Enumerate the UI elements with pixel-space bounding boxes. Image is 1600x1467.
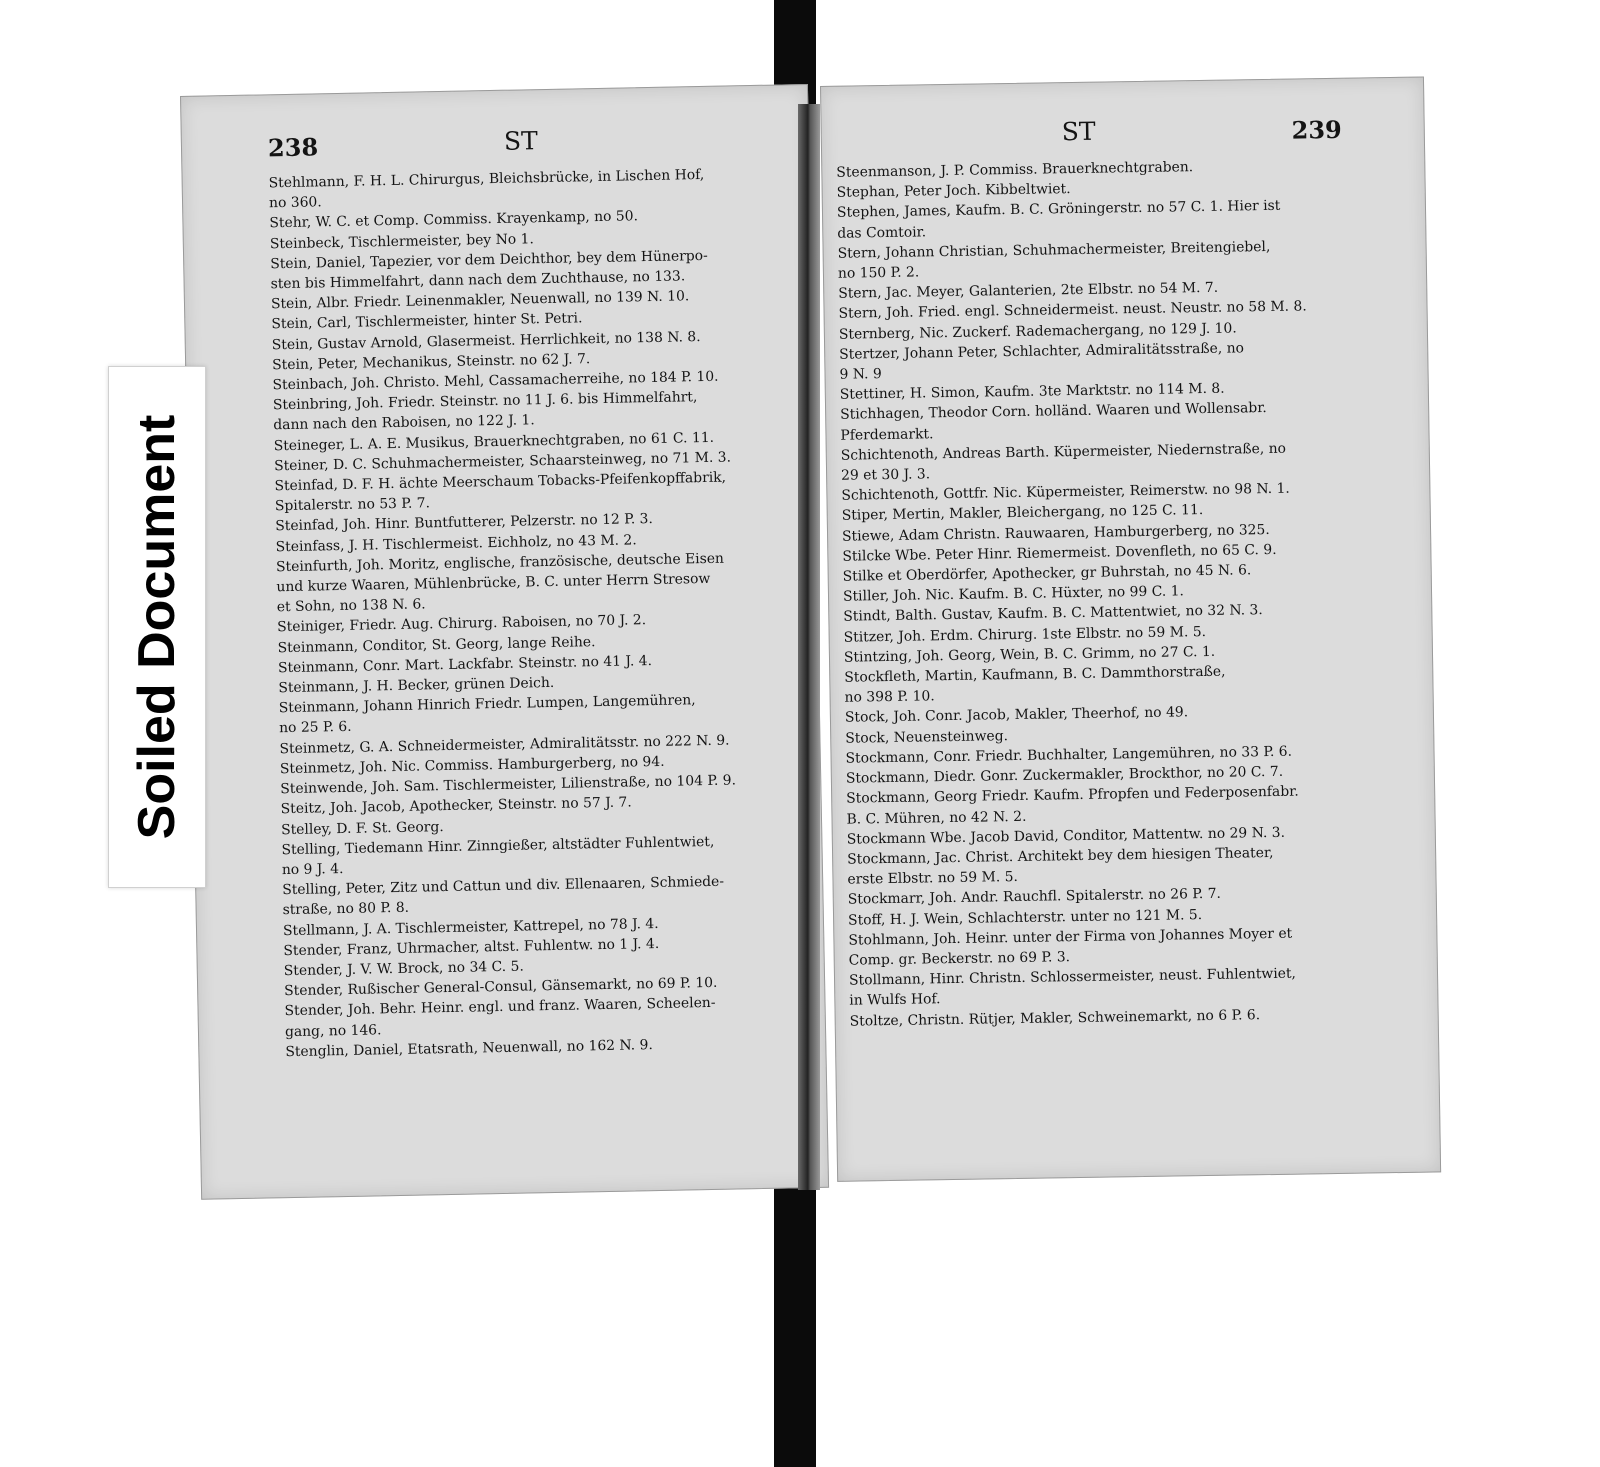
directory-entry-line: Stephen, James, Kaufm. B. C. Gröningerstr. no 57 C. 1. Hier ist xyxy=(836,198,1281,222)
directory-entry-line: 29 et 30 J. 3. xyxy=(840,466,931,484)
directory-entry-line: in Wulfs Hof. xyxy=(849,991,941,1009)
directory-entry-line: no 398 P. 10. xyxy=(844,688,935,706)
directory-entry-line: Stern, Joh. Fried. engl. Schneidermeist. neust. Neustr. no 58 M. 8. xyxy=(838,298,1307,323)
directory-entry-line: Spitalerstr. no 53 P. 7. xyxy=(274,495,431,515)
directory-entry-line: erste Elbstr. no 59 M. 5. xyxy=(847,869,1019,888)
directory-entry-line: Steinmann, Conditor, St. Georg, lange Reihe. xyxy=(277,633,596,656)
directory-entry-line: Stindt, Balth. Gustav, Kaufm. B. C. Mattentwiet, no 32 N. 3. xyxy=(843,602,1263,626)
directory-entry-line: Steinbach, Joh. Christo. Mehl, Cassamacherreihe, no 184 P. 10. xyxy=(272,368,719,394)
directory-entry-line: Sternberg, Nic. Zuckerf. Rademachergang, no 129 J. 10. xyxy=(838,320,1237,343)
directory-entry-line: straße, no 80 P. 8. xyxy=(282,900,410,919)
directory-entry-line: Pferdemarkt. xyxy=(840,425,934,444)
directory-entry-line: Stockmann, Jac. Christ. Architekt bey dem hiesigen Theater, xyxy=(847,844,1274,868)
left-page xyxy=(180,84,829,1200)
right-directory-entries xyxy=(836,155,1356,1032)
directory-entry-line: Stein, Carl, Tischlermeister, hinter St. Petri. xyxy=(271,310,583,333)
directory-entry-line: Steinfass, J. H. Tischlermeist. Eichholz, no 43 M. 2. xyxy=(275,531,637,555)
directory-entry-line: Steinmetz, G. A. Schneidermeister, Admiralitätsstr. no 222 N. 9. xyxy=(279,732,730,757)
directory-entry-line: Stender, J. V. W. Brock, no 34 C. 5. xyxy=(283,958,524,980)
directory-entry-line: Steinwende, Joh. Sam. Tischlermeister, Lilienstraße, no 104 P. 9. xyxy=(280,772,737,798)
directory-entry-line: B. C. Mühren, no 42 N. 2. xyxy=(846,808,1027,828)
directory-entry-line: Stiller, Joh. Nic. Kaufm. B. C. Hüxter, no 99 C. 1. xyxy=(842,583,1185,605)
stamp-label: Soiled Document xyxy=(128,414,186,840)
directory-entry-line: 9 N. 9 xyxy=(839,366,882,383)
directory-entry-line: Stein, Daniel, Tapezier, vor dem Deichthor, bey dem Hünerpo- xyxy=(270,247,708,273)
directory-entry-line: Stern, Johann Christian, Schuhmachermeister, Breitengiebel, xyxy=(837,238,1271,262)
soiled-document-stamp xyxy=(108,366,206,888)
directory-entry-line: Steinfad, Joh. Hinr. Buntfutterer, Pelzerstr. no 12 P. 3. xyxy=(275,511,653,535)
directory-entry-line: Comp. gr. Beckerstr. no 69 P. 3. xyxy=(848,949,1071,969)
directory-entry-line: Steinmann, Conr. Mart. Lackfabr. Steinstr. no 41 J. 4. xyxy=(277,652,653,677)
book-gutter xyxy=(798,104,820,1190)
directory-entry-line: Stohlmann, Joh. Heinr. unter der Firma von Johannes Moyer et xyxy=(848,925,1293,949)
directory-entry-line: Steinfad, D. F. H. ächte Meerschaum Tobacks-Pfeifenkopffabrik, xyxy=(274,469,727,495)
directory-entry-line: no 25 P. 6. xyxy=(279,719,352,737)
directory-entry-line: Stehlmann, F. H. L. Chirurgus, Bleichsbrücke, in Lischen Hof, xyxy=(268,166,705,192)
directory-entry-line: Stelley, D. F. St. Georg. xyxy=(280,818,444,838)
directory-entry-line: Stein, Gustav Arnold, Glasermeist. Herrlichkeit, no 138 N. 8. xyxy=(271,328,701,353)
directory-entry-line: das Comtoir. xyxy=(837,223,927,242)
directory-entry-line: Stellmann, J. A. Tischlermeister, Kattrepel, no 78 J. 4. xyxy=(282,915,659,939)
directory-entry-line: Steenmanson, J. P. Commiss. Brauerknechtgraben. xyxy=(836,159,1194,181)
directory-entry-line: Stockmann Wbe. Jacob David, Conditor, Mattentw. no 29 N. 3. xyxy=(846,824,1286,848)
directory-entry-line: Steineger, L. A. E. Musikus, Brauerknechtgraben, no 61 C. 11. xyxy=(273,429,715,454)
left-running-head: ST xyxy=(503,126,539,156)
right-page-header xyxy=(836,113,1343,163)
directory-entry-line: und kurze Waaren, Mühlenbrücke, B. C. unter Herrn Stresow xyxy=(276,570,711,596)
directory-entry-line: Stehr, W. C. et Comp. Commiss. Krayenkamp, no 50. xyxy=(269,208,639,232)
directory-entry-line: Stockmann, Conr. Friedr. Buchhalter, Langemühren, no 33 P. 6. xyxy=(845,743,1293,767)
left-directory-entries xyxy=(269,164,786,1062)
directory-entry-line: Stilcke Wbe. Peter Hinr. Riemermeist. Dovenfleth, no 65 C. 9. xyxy=(842,541,1277,565)
directory-entry-line: Stockfleth, Martin, Kaufmann, B. C. Dammthorstraße, xyxy=(844,663,1226,686)
directory-entry-line: Stein, Peter, Mechanikus, Steinstr. no 62 J. 7. xyxy=(272,351,591,374)
directory-entry-line: Steinmann, Johann Hinrich Friedr. Lumpen, Langemühren, xyxy=(278,692,696,717)
directory-entry-line: Stintzing, Joh. Georg, Wein, B. C. Grimm, no 27 C. 1. xyxy=(843,643,1216,666)
directory-entry-line: dann nach den Raboisen, no 122 J. 1. xyxy=(273,412,535,434)
directory-entry-line: Stender, Joh. Behr. Heinr. engl. und franz. Waaren, Scheelen- xyxy=(284,995,716,1020)
directory-entry-line: Steiner, D. C. Schuhmachermeister, Schaarsteinweg, no 71 M. 3. xyxy=(273,449,732,475)
directory-entry-line: Schichtenoth, Andreas Barth. Küpermeister, Niedernstraße, no xyxy=(840,440,1287,464)
directory-entry-line: Stettiner, H. Simon, Kaufm. 3te Marktstr. no 114 M. 8. xyxy=(839,380,1225,403)
bookmark-ribbon-bottom xyxy=(774,1180,816,1467)
directory-entry-line: Stelling, Tiedemann Hinr. Zinngießer, altstädter Fuhlentwiet, xyxy=(281,833,715,858)
directory-entry-line: gang, no 146. xyxy=(284,1021,382,1040)
right-page xyxy=(820,77,1441,1182)
directory-entry-line: Steinbeck, Tischlermeister, bey No 1. xyxy=(269,230,534,252)
directory-entry-line: Stein, Albr. Friedr. Leinenmakler, Neuenwall, no 139 N. 10. xyxy=(270,288,690,313)
directory-entry-line: Stoff, H. J. Wein, Schlachterstr. unter no 121 M. 5. xyxy=(847,906,1203,929)
directory-entry-line: Steinfurth, Joh. Moritz, englische, französische, deutsche Eisen xyxy=(275,550,725,576)
directory-entry-line: Stertzer, Johann Peter, Schlachter, Admiralitätsstraße, no xyxy=(839,340,1245,363)
directory-entry-line: Steinmann, J. H. Becker, grünen Deich. xyxy=(278,675,555,697)
directory-entry-line: Stollmann, Hinr. Christn. Schlossermeister, neust. Fuhlentwiet, xyxy=(848,965,1297,989)
directory-entry-line: Stiewe, Adam Christn. Rauwaaren, Hamburgerberg, no 325. xyxy=(841,521,1270,545)
directory-entry-line: no 9 J. 4. xyxy=(281,860,344,879)
directory-entry-line: Stiper, Mertin, Makler, Bleichergang, no 125 C. 11. xyxy=(841,502,1204,525)
directory-entry-line: no 150 P. 2. xyxy=(837,264,920,282)
directory-entry-line: et Sohn, no 138 N. 6. xyxy=(276,596,426,616)
directory-entry-line: Stock, Joh. Conr. Jacob, Makler, Theerhof, no 49. xyxy=(844,704,1189,727)
directory-entry-line: Stockmarr, Joh. Andr. Rauchfl. Spitalerstr. no 26 P. 7. xyxy=(847,886,1222,908)
directory-entry-line: Stelling, Peter, Zitz und Cattun und div. Ellenaaren, Schmiede- xyxy=(282,873,725,899)
directory-entry-line: Schichtenoth, Gottfr. Nic. Küpermeister, Reimerstw. no 98 N. 1. xyxy=(841,480,1290,504)
directory-entry-line: Stern, Jac. Meyer, Galanterien, 2te Elbstr. no 54 M. 7. xyxy=(838,279,1219,302)
directory-entry-line: Stender, Rußischer General-Consul, Gänsemarkt, no 69 P. 10. xyxy=(284,974,718,1000)
directory-entry-line: Stenglin, Daniel, Etatsrath, Neuenwall, no 162 N. 9. xyxy=(285,1036,653,1060)
directory-entry-line: sten bis Himmelfahrt, dann nach dem Zuchthause, no 133. xyxy=(270,268,686,293)
directory-entry-line: Stephan, Peter Joch. Kibbeltwiet. xyxy=(836,181,1071,201)
directory-entry-line: Stock, Neuensteinweg. xyxy=(845,727,1009,747)
right-running-head: ST xyxy=(1061,116,1096,147)
directory-entry-line: Stockmann, Georg Friedr. Kaufm. Pfropfen und Federposenfabr. xyxy=(846,783,1299,807)
directory-entry-line: no 360. xyxy=(268,194,322,212)
directory-entry-line: Steitz, Joh. Jacob, Apothecker, Steinstr. no 57 J. 7. xyxy=(280,794,632,818)
directory-entry-line: Stichhagen, Theodor Corn. holländ. Waaren und Wollensabr. xyxy=(840,400,1267,424)
directory-entry-line: Stilke et Oberdörfer, Apothecker, gr Buhrstah, no 45 N. 6. xyxy=(842,562,1252,585)
left-page-number: 238 xyxy=(267,132,319,163)
directory-entry-line: Stitzer, Joh. Erdm. Chirurg. 1ste Elbstr. no 59 M. 5. xyxy=(843,623,1207,646)
directory-entry-line: Stender, Franz, Uhrmacher, altst. Fuhlentw. no 1 J. 4. xyxy=(283,935,660,959)
right-page-number: 239 xyxy=(1291,114,1342,145)
directory-entry-line: Stoltze, Christn. Rütjer, Makler, Schweinemarkt, no 6 P. 6. xyxy=(849,1006,1261,1030)
directory-entry-line: Steinmetz, Joh. Nic. Commiss. Hamburgerberg, no 94. xyxy=(279,753,665,778)
directory-entry-line: Steiniger, Friedr. Aug. Chirurg. Raboisen, no 70 J. 2. xyxy=(277,612,647,636)
directory-entry-line: Steinbring, Joh. Friedr. Steinstr. no 11 J. 6. bis Himmelfahrt, xyxy=(272,389,698,414)
directory-entry-line: Stockmann, Diedr. Gonr. Zuckermakler, Brockthor, no 20 C. 7. xyxy=(845,763,1284,787)
